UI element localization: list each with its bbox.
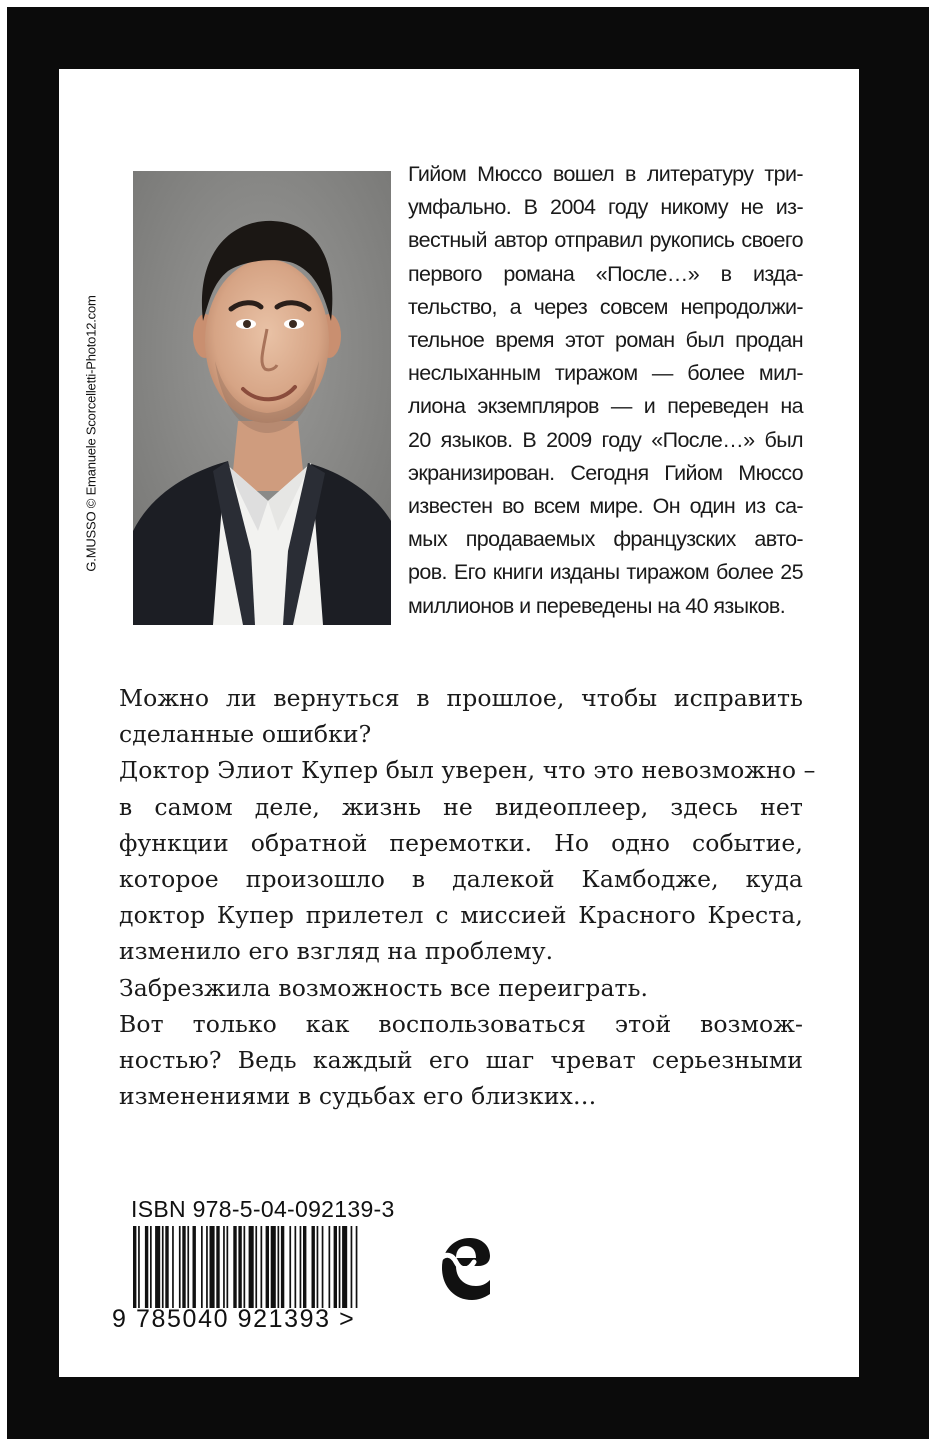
bio-line: тельное время этот роман был продан [408,328,803,353]
barcode-digits: 9 785040 921393 > [112,1305,356,1333]
book-blurb [119,680,816,1114]
barcode-bar [295,1226,297,1308]
barcode-bar [238,1226,241,1308]
photo-credit-text: G.MUSSO © Emanuele Scorcelletti-Photo12.com [83,294,99,572]
barcode-bar [255,1226,257,1308]
bio-line: 20 языков. В 2009 году «После…» был [408,427,803,452]
barcode-bar [271,1226,276,1308]
barcode-bar [223,1226,225,1308]
bio-line: тельство, а через совсем непродолжи- [408,294,803,319]
bio-line: первого романа «После…» в изда- [408,261,803,286]
barcode-bar [266,1226,269,1308]
bio-line: вестный автор отправил рукопись своего [408,228,803,253]
barcode-bar [162,1226,164,1308]
barcode-bar [201,1226,203,1308]
bio-line: известен во всем мире. Он один из са- [408,494,803,519]
barcode-bar [342,1226,347,1308]
bio-line: умфально. В 2004 году никому не из- [408,195,803,220]
barcode-bar [334,1226,337,1308]
barcode-bar [133,1226,136,1308]
barcode-bar [155,1226,160,1308]
barcode-bar [244,1226,246,1308]
barcode-bar [227,1226,229,1308]
isbn-label: ISBN 978-5-04-092139-3 [131,1196,395,1222]
barcode-bar [281,1226,284,1308]
barcode-bar [356,1226,358,1308]
barcode [131,1226,416,1308]
blurb-line: которое произошло в далекой Камбодже, куда [119,865,803,894]
blurb-line: Вот только как воспользоваться этой возмож- [119,1009,803,1038]
barcode-bars [131,1226,416,1308]
photo-credit [80,243,102,623]
barcode-bar [172,1226,174,1308]
barcode-bar [329,1226,331,1308]
blurb-line: доктор Купер прилетел с миссией Красного Креста, [119,901,803,930]
barcode-bar [261,1226,263,1308]
author-photo [133,171,391,625]
barcode-bar [249,1226,254,1308]
blurb-line: ностью? Ведь каждый его шаг чреват серьезными [119,1046,803,1075]
bio-line: Гийом Мюссо вошел в литературу три- [408,162,803,186]
author-bio [408,158,803,623]
barcode-bar [351,1226,353,1308]
barcode-bar [278,1226,280,1308]
barcode-bar [303,1226,306,1308]
blurb-line: Можно ли вернуться в прошлое, чтобы исправить [119,684,803,712]
bio-line: ров. Его книги изданы тиражом более 25 [408,560,803,585]
barcode-bar [193,1226,196,1308]
barcode-bar [138,1226,140,1308]
blurb-line: изменениями в судьбах его близких… [119,1082,597,1111]
bio-line: мых продаваемых французских авто- [408,527,803,552]
barcode-bar [312,1226,315,1308]
barcode-bar [182,1226,185,1308]
barcode-bar [300,1226,302,1308]
barcode-bar [322,1226,324,1308]
author-portrait-image [133,171,391,625]
barcode-bar [339,1226,341,1308]
blurb-line: Забрезжила возможность все переиграть. [119,973,649,1002]
bio-line: неслыханным тиражом — более мил- [408,361,803,386]
blurb-line: в самом деле, жизнь не видеоплеер, здесь нет [119,792,803,821]
bio-line: экранизирован. Сегодня Гийом Мюссо [408,460,803,485]
barcode-bar [210,1226,215,1308]
barcode-bar [289,1226,291,1308]
barcode-bar [179,1226,181,1308]
blurb-line: изменило его взгляд на проблему. [119,937,554,966]
blurb-line: Доктор Элиот Купер был уверен, что это невозможно – [119,756,816,785]
bio-line: миллионов и переведены на 40 языков. [408,593,786,618]
bio-line: лиона экземпляров — и переведен на [408,394,803,419]
barcode-bar [206,1226,208,1308]
blurb-line: функции обратной перемотки. Но одно событие, [119,828,803,857]
barcode-bar [145,1226,148,1308]
barcode-bar [165,1226,168,1308]
barcode-bar [150,1226,152,1308]
barcode-bar [233,1226,236,1308]
publisher-logo-icon [434,1222,496,1310]
eksmo-e-logo-icon [434,1222,496,1310]
barcode-bar [187,1226,189,1308]
barcode-bar [317,1226,319,1308]
barcode-bar [216,1226,219,1308]
blurb-line: сделанные ошибки? [119,720,372,749]
